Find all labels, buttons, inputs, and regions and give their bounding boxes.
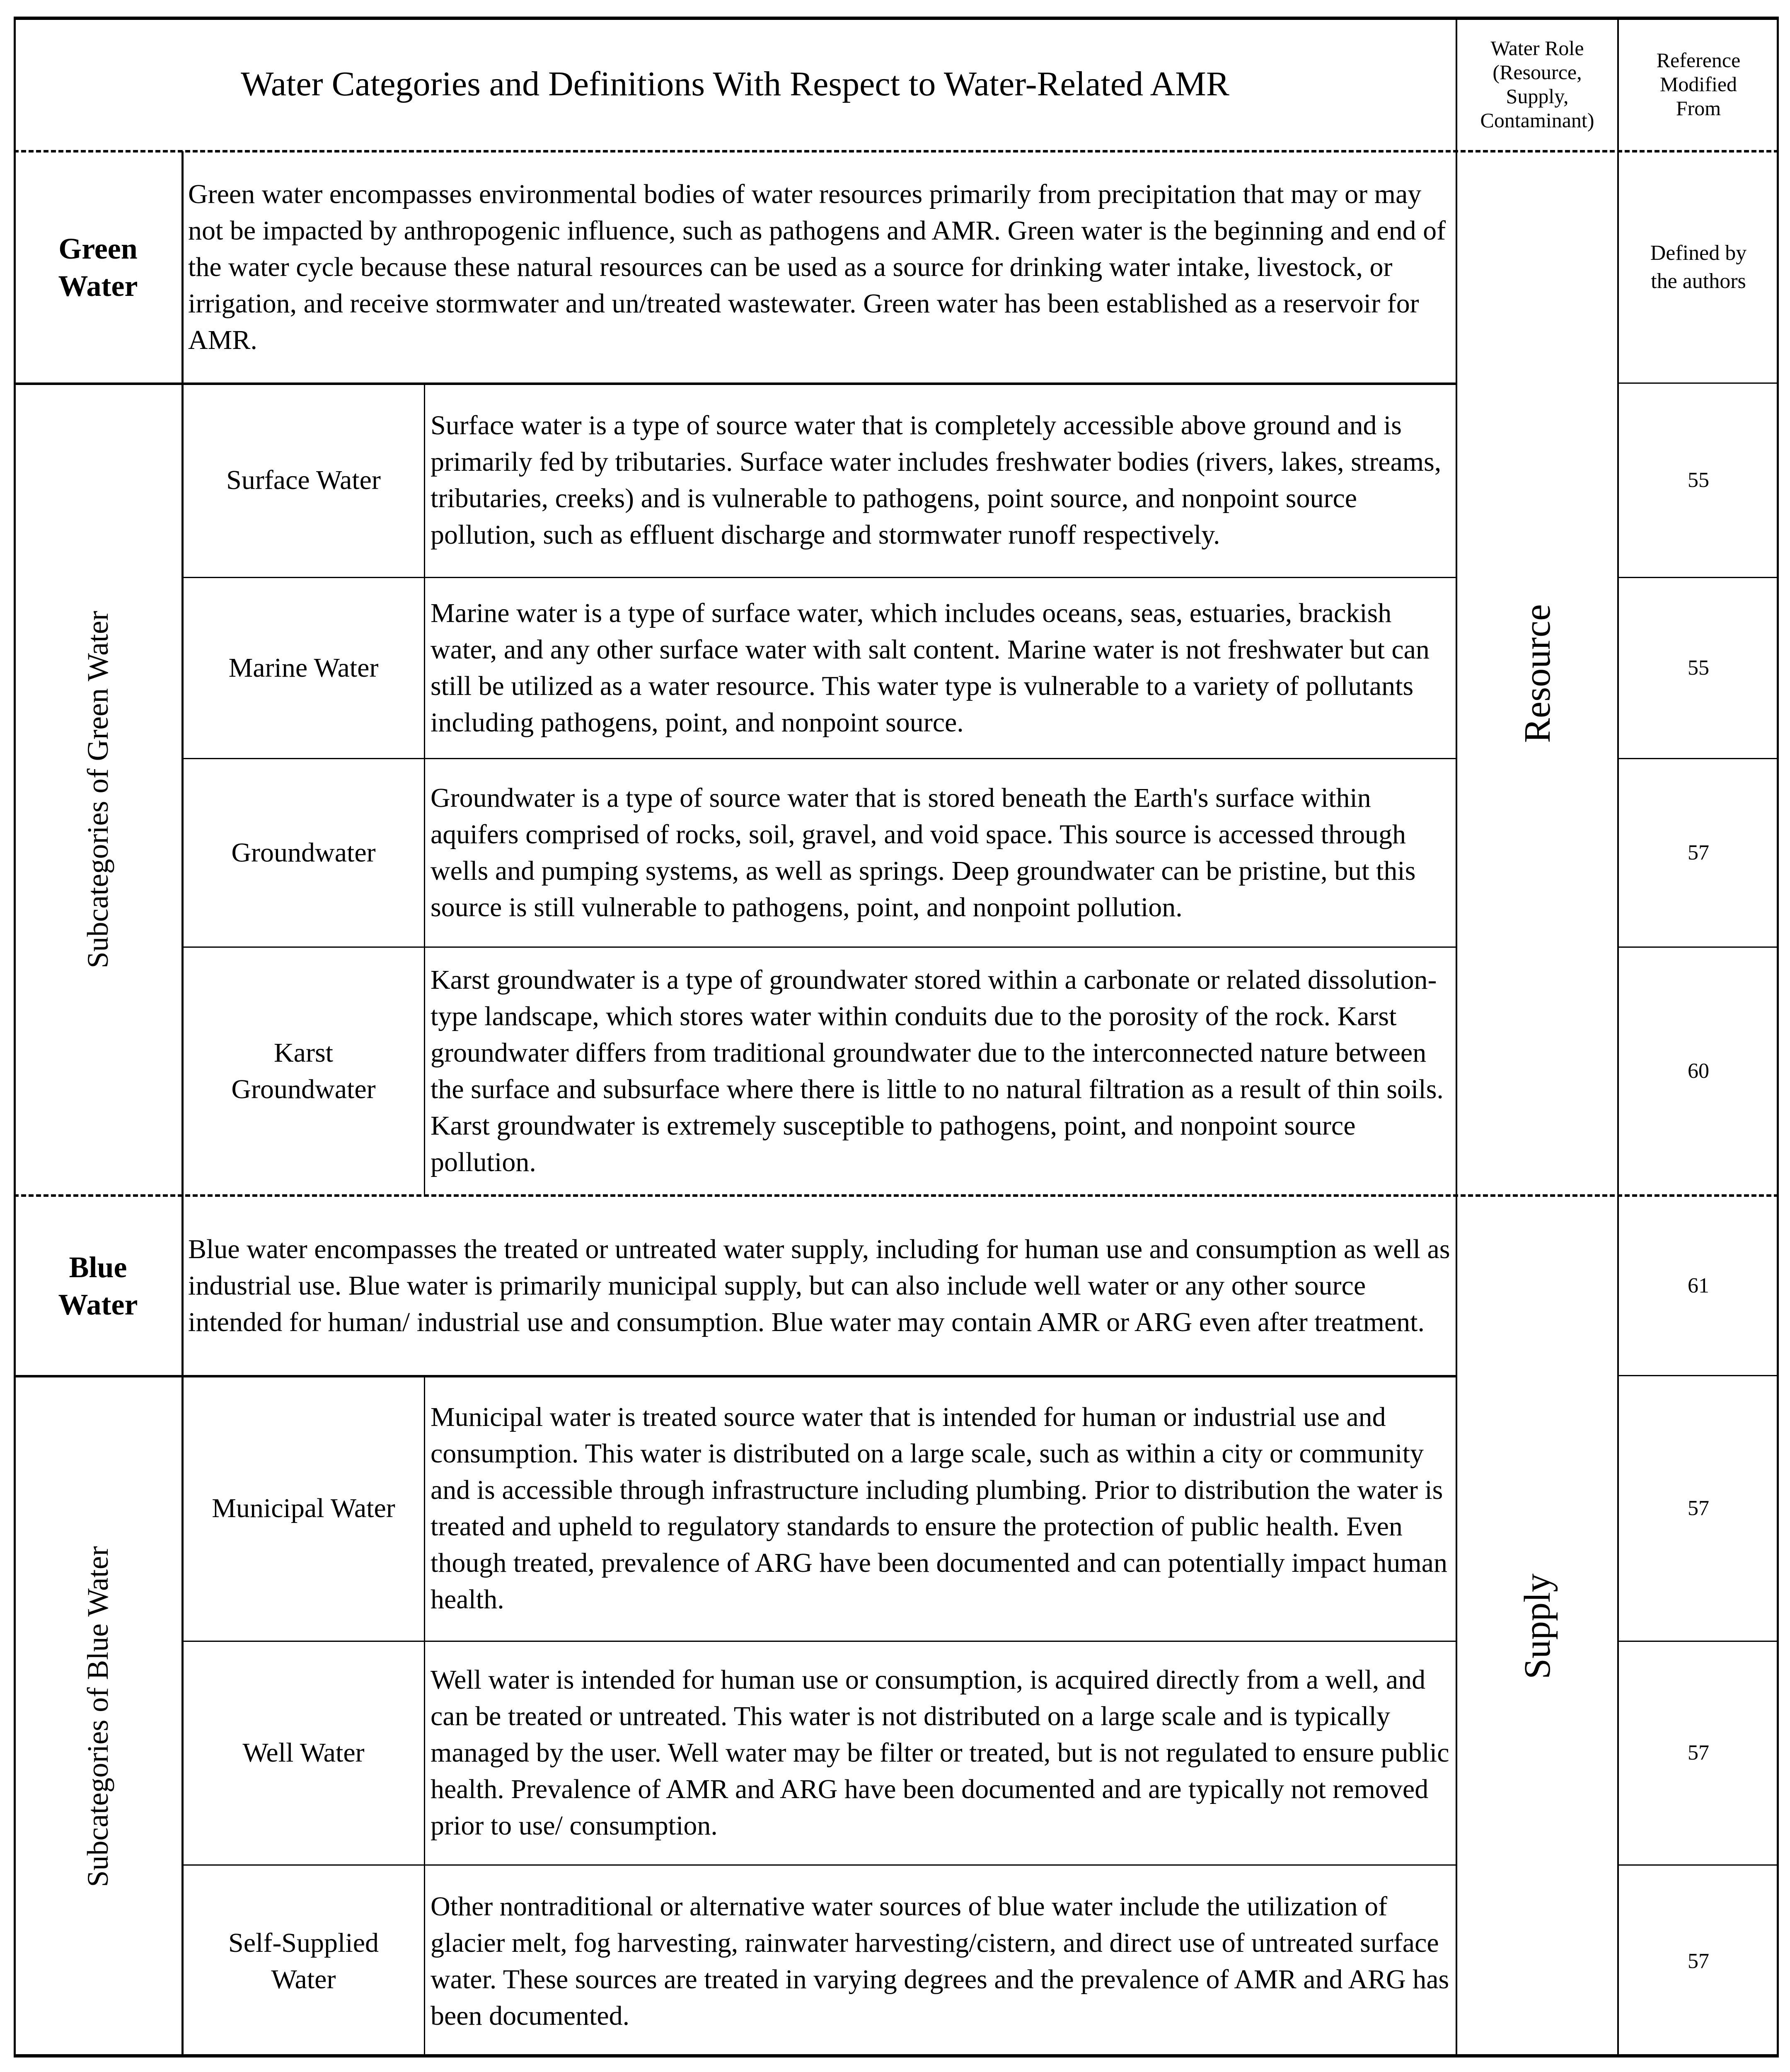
category-green-water-label: Green Water — [58, 232, 138, 303]
blue-water-definition-text: Blue water encompasses the treated or untreated water supply, including for human use and consumption as well as industrial use. Blue water is primarily municipal supply, but can also include well water or any other source intended for human/ industrial use and consumption. Blue water may contain AMR or ARG even after treatment. — [188, 1234, 1450, 1337]
divider — [1617, 17, 1619, 2057]
divider — [1618, 946, 1779, 948]
column-header-water-role — [1456, 17, 1618, 151]
green-subgroup-label: Subcategories of Green Water — [81, 610, 114, 968]
subcategory-name-text: Surface Water — [226, 465, 381, 495]
divider — [1618, 577, 1779, 578]
subcategory-reference — [1618, 947, 1779, 1196]
subcategory-definition — [425, 758, 1456, 947]
subcategory-reference-text: 60 — [1688, 1059, 1709, 1083]
subcategory-reference — [1618, 383, 1779, 577]
divider — [182, 946, 1456, 948]
divider — [182, 758, 1456, 759]
subcategory-reference — [1618, 1641, 1779, 1865]
subcategory-definition-text: Municipal water is treated source water that is intended for human or industrial use and consumption. This water is distributed on a large scale, such as within a city or community and is accessible through infrastructure including plumbing. Prior to distribution the water is treated and upheld to regulatory standards to ensure the protection of public health. Even though treated, prevalence of ARG have been documented and can potentially impact human health. — [431, 1402, 1447, 1615]
subcategory-name — [182, 383, 425, 577]
green-water-definition — [182, 151, 1456, 383]
category-green-water — [14, 151, 182, 383]
blue-subgroup-label-cell — [14, 1376, 182, 2057]
column-header-water-role-text: Water Role (Resource, Supply, Contaminant) — [1480, 36, 1594, 132]
subcategory-definition-text: Well water is intended for human use or consumption, is acquired directly from a well, and can be treated or untreated. This water is not distributed on a large scale and is typically managed by the user. Well water may be filter or treated, but is not regulated to ensure public health. Prevalence of AMR and ARG have been documented and are typically not removed prior to use/ consumption. — [431, 1665, 1449, 1841]
subcategory-definition — [425, 1376, 1456, 1641]
column-header-reference-text: Reference Modified From — [1656, 48, 1741, 120]
subcategory-reference — [1618, 1865, 1779, 2057]
blue-water-reference — [1618, 1196, 1779, 1376]
water-role-resource-cell — [1456, 151, 1618, 1196]
water-categories-table — [14, 17, 1779, 2057]
category-blue-water-label: Blue Water — [58, 1250, 138, 1321]
subcategory-name — [182, 577, 425, 758]
subcategory-definition-text: Other nontraditional or alternative water sources of blue water include the utilization of glacier melt, fog harvesting, rainwater harvesting/cistern, and direct use of untreated surface water. These sources are treated in varying degrees and the prevalence of AMR and ARG has been documented. — [431, 1891, 1449, 2031]
divider — [14, 382, 1456, 385]
divider — [1618, 1641, 1779, 1642]
water-role-supply: Supply — [1517, 1573, 1558, 1680]
subcategory-definition — [425, 1641, 1456, 1865]
bottom-border — [14, 2054, 1779, 2057]
subcategory-definition — [425, 947, 1456, 1196]
divider — [424, 1376, 425, 2057]
subcategory-reference-text: 57 — [1688, 1496, 1709, 1520]
subcategory-reference — [1618, 1376, 1779, 1641]
water-role-supply-cell — [1456, 1196, 1618, 2057]
subcategory-name-text: Groundwater — [231, 837, 376, 868]
subcategory-definition-text: Karst groundwater is a type of groundwater stored within a carbonate or related dissolution-type landscape, which stores water within conduits due to the porosity of the rock. Karst groundwater differs from traditional groundwater due to the interconnected nature between the surface and subsurface where there is little to no natural filtration as a result of thin soils. Karst groundwater is extremely susceptible to pathogens, point, and nonpoint source pollution. — [431, 965, 1444, 1177]
blue-water-reference-text: 61 — [1688, 1273, 1709, 1297]
green-subgroup-label-cell — [14, 383, 182, 1196]
divider — [1618, 758, 1779, 759]
subcategory-definition-text: Surface water is a type of source water that is completely accessible above ground and is primarily fed by tributaries. Surface water includes freshwater bodies (rivers, lakes, streams, tributaries, creeks) and is vulnerable to pathogens, point source, and nonpoint source pollution, such as effluent discharge and stormwater runoff respectively. — [431, 410, 1442, 550]
blue-subgroup-label: Subcategories of Blue Water — [81, 1546, 114, 1887]
column-header-reference — [1618, 17, 1779, 151]
subcategory-name-text: Marine Water — [228, 652, 379, 683]
table-title: Water Categories and Definitions With Respect to Water-Related AMR — [241, 65, 1229, 103]
subcategory-definition — [425, 577, 1456, 758]
subcategory-name — [182, 1641, 425, 1865]
subcategory-name-text: Karst Groundwater — [231, 1038, 376, 1104]
subcategory-name — [182, 1376, 425, 1641]
subcategory-reference-text: 57 — [1688, 840, 1709, 864]
subcategory-definition-text: Groundwater is a type of source water that is stored beneath the Earth's surface within aquifers comprised of rocks, soil, gravel, and void space. This source is accessed through wells and pumping systems, as well as springs. Deep groundwater can be pristine, but this source is still vulnerable to pathogens, point, and nonpoint pollution. — [431, 782, 1416, 922]
subcategory-reference-text: 55 — [1688, 468, 1709, 492]
category-blue-water — [14, 1196, 182, 1376]
divider — [182, 577, 1456, 578]
subcategory-reference — [1618, 577, 1779, 758]
green-water-reference-text: Defined by the authors — [1650, 241, 1747, 293]
subcategory-definition — [425, 1865, 1456, 2057]
subcategory-name-text: Municipal Water — [212, 1493, 395, 1523]
subcategory-definition-text: Marine water is a type of surface water, which includes oceans, seas, estuaries, brackish water, and any other surface water with salt content. Marine water is not freshwater but can still be utilized as a water resource. This water type is vulnerable to a variety of pollutants including pathogens, point, and nonpoint source. — [431, 598, 1430, 738]
subcategory-name-text: Self-Supplied Water — [228, 1927, 379, 1995]
subcategory-reference-text: 57 — [1688, 1949, 1709, 1973]
top-border — [14, 17, 1779, 20]
subcategory-name-text: Well Water — [242, 1738, 365, 1768]
divider — [1618, 1375, 1779, 1376]
blue-water-definition — [182, 1196, 1456, 1376]
dashed-separator — [14, 150, 1779, 152]
dashed-separator — [14, 1194, 1779, 1197]
divider — [424, 383, 425, 1196]
subcategory-name — [182, 1865, 425, 2057]
water-role-resource: Resource — [1517, 604, 1558, 743]
divider — [1618, 1864, 1779, 1866]
divider — [182, 1864, 1456, 1866]
green-water-reference — [1618, 151, 1779, 383]
subcategory-reference-text: 55 — [1688, 656, 1709, 680]
subcategory-name — [182, 947, 425, 1196]
green-water-definition-text: Green water encompasses environmental bodies of water resources primarily from precipitation that may or may not be impacted by anthropogenic influence, such as pathogens and AMR. Green water is the beginning and end of the water cycle because these natural resources can be used as a source for drinking water intake, livestock, or irrigation, and receive stormwater and un/treated wastewater. Green water has been established as a reservoir for AMR. — [188, 179, 1446, 355]
left-border — [14, 17, 16, 2057]
divider — [14, 1375, 1456, 1377]
right-border — [1777, 17, 1779, 2057]
divider — [1618, 382, 1779, 384]
subcategory-reference — [1618, 758, 1779, 947]
subcategory-definition — [425, 383, 1456, 577]
divider — [1456, 17, 1457, 2057]
subcategory-reference-text: 57 — [1688, 1741, 1709, 1765]
subcategory-name — [182, 758, 425, 947]
divider — [182, 1641, 1456, 1642]
divider — [181, 151, 184, 2057]
